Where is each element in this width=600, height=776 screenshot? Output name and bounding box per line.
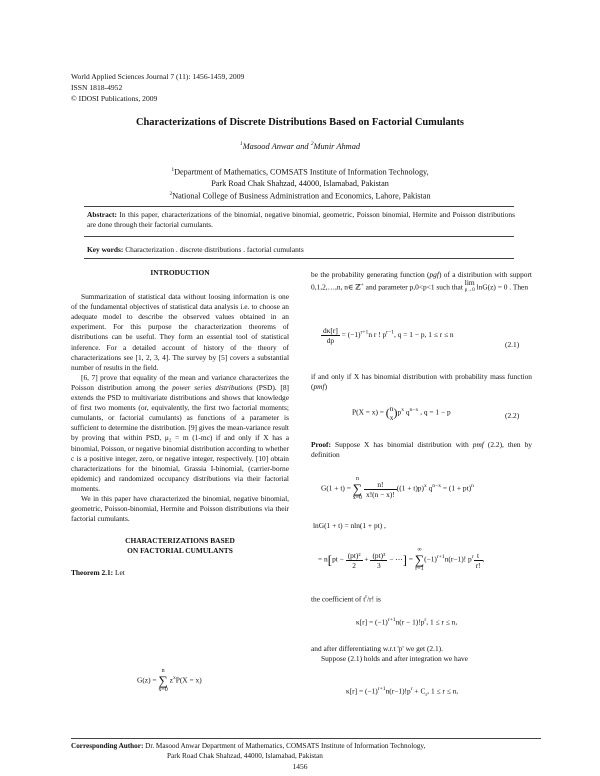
corresponding-author: Corresponding Author: Dr. Masood Anwar Department of Mathematics, COMSATS Institute of Information Technology, Park Road Chak Shahzad, 44000, Islamabad, Pakistan [71, 742, 426, 760]
aff1-sup: 1 [171, 167, 175, 173]
aff1-line1: Department of Mathematics, COMSATS Institute of Information Technology, [174, 167, 429, 177]
authors [0, 141, 600, 151]
coefficient-text: the coefficient of $t^r/r$! is [311, 594, 381, 604]
proof: Proof: Suppose X has binomial distribution with pmf (2.2), then by definition [311, 440, 532, 460]
issn: ISSN 1818-4952 [71, 83, 123, 92]
equation-2-1: $\frac{d\kappa[r]}{dp}$ = $(-1)^{r+1}n$ r ! $p^{r-1}$, q = 1 − p, 1 ≤ r ≤ n [323, 326, 454, 345]
right-column-top: be the probability generating function (pgf) of a distribution with support 0,1,2,…,n, n∈ ℤ+ and parameter p,0<p<1 such that lim p→0 lnG(z) = 0 . Then [311, 270, 532, 294]
paper-title: Characterizations of Discrete Distributions Based on Factorial Cumulants [136, 117, 464, 128]
copyright: © IDOSI Publications, 2009 [71, 94, 158, 103]
equation-kappa: $\kappa[r] = (-1)^{r+1}n(r - 1)!p^r$, 1 ≤ r ≤ n, [356, 617, 458, 627]
journal-citation: World Applied Sciences Journal 7 (11): 1456-1459, 2009 [71, 72, 245, 81]
intro-para-2: [6, 7] prove that equality of the mean and variance characterizes the Poisson distribution among the power series distributions (PSD). [8] extends the PSD to multivariate distributions and shows that knowledge of first two moments (or, equivalently, the first two factorial moments; cumulants, or factorial cumulants) as functions of a parameter is sufficient to determine the distribution. [9] gives the mean-variance result by proving that within PSD, μ₂ = m (1-mc) if and only if X has a binomial, Poisson, or negative binomial distribution according to whether c is a positive integer, zero, or negative integer, respectively. [10] obtain characterizations for the binomial, Grassia I-binomial, (carrier-borne epidemic) and randomized occupancy distributions via their factorial moments. [71, 372, 289, 493]
keywords [87, 245, 515, 254]
keywords-label: Key words: [87, 245, 124, 254]
abstract [87, 210, 515, 231]
aff1-line2: Park Road Chak Shahzad, 44000, Islamabad, Pakistan [211, 178, 389, 188]
equation-2-2: P(X = x) = ( n x )$p^x$ $q^{n-x}$ , q = 1 − p [352, 404, 451, 422]
section2-heading-2: ON FACTORIAL CUMULANTS [127, 546, 233, 556]
page-number: 1456 [292, 762, 308, 771]
left-column [71, 268, 289, 579]
abstract-bottom-rule [84, 236, 514, 237]
author2: Munir Ahmad [313, 141, 361, 151]
intro-heading: INTRODUCTION [150, 268, 210, 277]
equation-series: = n[pt − $\frac{\text{(pt)²}}{2}$ + $\frac{\text{(pt)³}}{3}$ − ⋯] = ∞ ∑ $r=1(-1)^{r+1}n(r-1)$! $p^r$ $\frac{t}{r!}$ , [318, 547, 485, 572]
right-para-2: if and only if X has binomial distribution with probability mass function (pmf) [311, 372, 532, 392]
abstract-label: Abstract: [87, 210, 117, 219]
equation-ln: lnG(1 + t) = nln(1 + pt) , [313, 521, 386, 530]
author1-sup: 1 [239, 141, 243, 147]
journal-header [71, 71, 244, 104]
sum-sign: n ∑ x=0 [158, 668, 168, 693]
abstract-text: In this paper, characterizations of the binomial, negative binomial, geometric, Poisson binomial, Hermite and Poisson distributions are done through their factorial cumulants. [87, 210, 515, 230]
keywords-text: Characterization . discrete distributions . factorial cumulants [123, 245, 304, 254]
equation-pgf: G(z) = n ∑ x=0 $z^xP(X = x)$ [137, 668, 202, 693]
keywords-rule [84, 258, 514, 259]
theorem-2-1: Theorem 2.1: Let [71, 568, 125, 578]
aff2: National College of Business Administration and Economics, Lahore, Pakistan [172, 191, 431, 201]
right-para-3: and after differentiating w.r.t 'p' we get (2.1). Suppose (2.1) holds and after integration we have [311, 644, 468, 664]
intro-para-1: Summarization of statistical data without loosing information is one of the fundamental objectives of statistical data analysis i.e. to choose an adequate model to describe the observed values obtained in an experiment. For this purpose the characterization theorems of distributions can be useful. They form an essential tool of statistical inference. For a detailed account of history of the theory of characterizations see [1, 2, 3, 4]. The survey by [5] covers a substantial number of results in the field. [71, 292, 289, 372]
affiliations [0, 165, 600, 202]
author2-sup: 2 [310, 141, 314, 147]
equation-kappa-2: $\kappa[r] = (-1)^{r+1}n(r-1)!p^r + C_r$, 1 ≤ r ≤ n, [346, 686, 459, 698]
abstract-top-rule [84, 206, 514, 207]
aff2-sup: 2 [169, 191, 173, 198]
intro-para-3: We in this paper have characterized the binomial, negative binomial, geometric, Poisson-binomial, Hermite and Poisson distributions via their factorial cumulants. [71, 493, 289, 524]
equation-g1t: G(1 + t) = n ∑ x=0 $\frac{n!}{x!(n - x)!}$ $((1 + t)p)^x$ $q^{n-x} = (1 + pt)^n$ [321, 476, 474, 501]
eq-number-2-1: (2.1) [505, 340, 520, 349]
footer-rule [71, 738, 541, 739]
eq-number-2-2: (2.2) [505, 411, 520, 420]
author1: Masood Anwar and [242, 141, 311, 151]
section2-heading-1: CHARACTERIZATIONS BASED [125, 536, 235, 546]
